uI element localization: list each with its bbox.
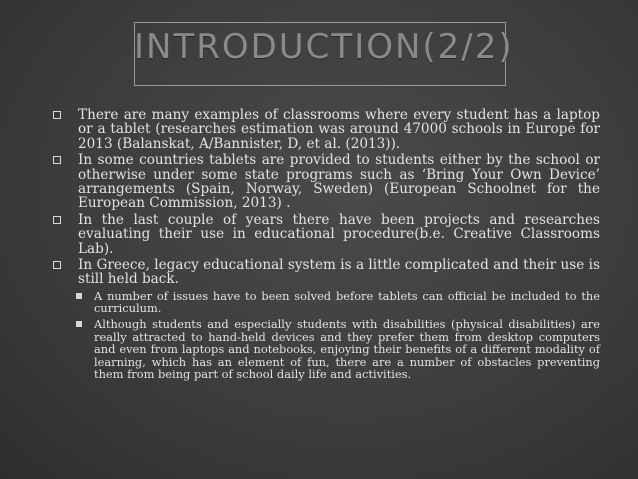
bullet-item — [48, 213, 600, 256]
bullet-item — [48, 108, 600, 151]
bullet-text: There are many examples of classrooms where every student has a laptop or a tablet (researches estimation was around 47000 schools in Europe for 2013 (Balanskat, A/Bannister, D, et al. (2013)). — [78, 107, 600, 152]
bullet-text: In some countries tablets are provided to students either by the school or otherwise under some state programs such as ‘Bring Your Own Device’ arrangements (Spain, Norway, Sweden) (European Schoolnet for the European Commission, 2013) . — [78, 152, 600, 212]
sub-bullet-text: A number of issues have to been solved before tablets can official be included to the curriculum. — [94, 288, 600, 316]
square-bullet-icon — [53, 111, 61, 119]
bullet-text: In the last couple of years there have been projects and researches evaluating their use in educational procedure(b.e. Creative Classrooms Lab). — [78, 211, 600, 257]
sub-bullet-item — [48, 318, 600, 381]
square-bullet-icon — [53, 261, 61, 269]
slide-content — [48, 108, 600, 383]
filled-square-bullet-icon — [76, 293, 82, 299]
square-bullet-icon — [53, 216, 61, 224]
slide-title: INTRODUCTION(2/2) — [134, 27, 514, 67]
bullet-text: In Greece, legacy educational system is a little complicated and their use is still held back. — [78, 257, 600, 288]
sub-bullet-item — [48, 290, 600, 315]
square-bullet-icon — [53, 156, 61, 164]
filled-square-bullet-icon — [76, 321, 82, 327]
bullet-item — [48, 153, 600, 211]
sub-bullet-text: Although students and especially students with disabilities (physical disabilities) are really attracted to hand-held devices and they prefer them from desktop computers and even from laptops and notebooks, enjoying their benefits of a different modality of learning, which has an element of fun, there are a number of obstacles preventing them from being part of school daily life and activities. — [94, 317, 600, 382]
bullet-item — [48, 258, 600, 287]
